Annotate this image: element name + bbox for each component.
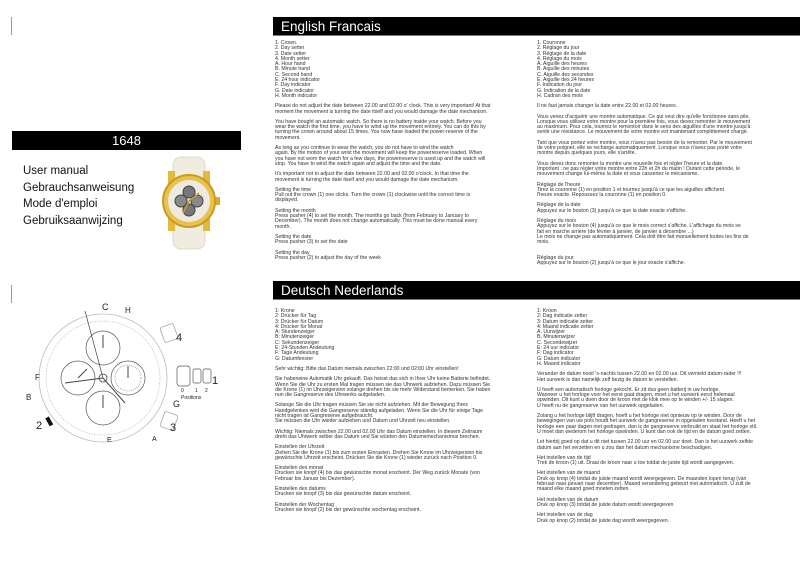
text-line: 1: Krone <box>275 308 295 314</box>
text-line: de votre poignet, elle se recharge automatiquement. Lorsque vous n'avez pas porté votre <box>537 145 742 152</box>
label-g: G <box>173 399 181 409</box>
margin-mark <box>11 17 12 35</box>
paragraph <box>537 219 799 251</box>
paragraph <box>275 172 537 183</box>
text-line: F: Tage Andeutung <box>275 350 319 357</box>
text-line: stop. You have to wind the watch again and adjust the time and the date. <box>275 160 442 167</box>
parts-list <box>275 309 537 362</box>
text-line: Le mois ne change pas automatiquement. Cela doit être fait manuellement toutes les fins de <box>537 233 749 240</box>
text-line: A. Hour hand <box>275 61 306 68</box>
text-line: Important : ne pas régler votre montre entre 22h et 2h du matin ! Durant cette période, le <box>537 165 741 172</box>
text-line: Einstellen der Wochentag <box>275 501 335 508</box>
text-line: nicht tragen ist Gangreserve aufgebraucht. <box>275 413 374 420</box>
text-line: Zolang u het horloge blijft dragen, hoeft u het horloge niet opnieuw op te winden. Door de <box>537 413 742 420</box>
parts-list <box>537 309 799 367</box>
text-line: 4. Month setter <box>275 55 310 62</box>
text-line: 2. Day setter <box>275 45 305 52</box>
paragraph <box>537 183 799 199</box>
text-line: Press pusher (3) to set the date <box>275 239 348 246</box>
text-line: Setting the date <box>275 233 312 240</box>
text-line: Druk op knop (2) totdat de juiste dag wordt weergegeven. <box>537 517 670 524</box>
label-1: 1 <box>212 375 219 387</box>
text-line: Wenn Sie die Uhr zu ersten Mal tragen müssen sie das Uhrwerk aufziehen. Dazu müssen Sie <box>275 381 490 388</box>
parts-list <box>537 41 799 99</box>
text-line: l'heure exacte. Repoussez la couronne (1) en position 0. <box>537 192 667 199</box>
text-line: gewünschte Uhrzeit erscheint. Drücken Sie die Krone (1) wieder zurück nach Position 0. <box>275 454 478 461</box>
english-instructions <box>275 41 537 266</box>
paragraph <box>275 466 537 482</box>
text-line: Druk op knop (3) totdat de juiste datum wordt weergegeven <box>537 501 674 508</box>
text-line: Setting the time <box>275 186 312 193</box>
text-line: Druk op knop (4) totdat de juiste maand wordt weergegeven. De maanden lopen terug (van <box>537 475 747 482</box>
text-line: E: 24-Stunden Andeutung <box>275 345 335 352</box>
text-line: Einstellen des datums <box>275 486 326 493</box>
language-title-french: Mode d'emploi <box>23 198 98 210</box>
paragraph <box>275 146 537 167</box>
paragraph <box>275 445 537 461</box>
text-line: 4. Réglage du mois <box>537 55 582 62</box>
paragraph <box>275 503 537 514</box>
text-line: fait en marche arrière (de février à janvier, de janvier à décembre ...) <box>537 228 694 235</box>
text-line: opwinden. Dit kunt u doen door de kroon met de klok mee op te winden +/- 15 slagen. <box>537 397 734 404</box>
dutch-instructions <box>537 309 799 529</box>
text-line: Setting the day <box>275 249 310 256</box>
text-line: U heeft nu de gangreserve van het uurwerk opgeladen. <box>537 402 664 409</box>
text-line: februari naar januari naar december). Maand verandering gebeurt niet automatisch. U zult de <box>537 481 751 488</box>
paragraph <box>537 162 799 178</box>
text-line: Il ne faut jamais changer la date entre 22.00 et 02.00 heures. <box>537 103 678 110</box>
text-line: December). The month does not change automatically. This must be done manual every <box>275 218 478 225</box>
paragraph <box>537 256 799 267</box>
text-line: Wichtig: Niemals zwischen 22.00 und 02.00 Uhr das Datum einstellen. In diesem Zeitraum <box>275 428 483 435</box>
text-line: B. Minute hand <box>275 66 310 73</box>
text-line: F: Dag indicator <box>537 350 574 357</box>
text-line: month. <box>275 223 291 230</box>
text-line: C. Second hand <box>275 71 313 78</box>
text-line: Handgelenkes wird die Gangreserve ständig aufgeladen. Wenn Sie die Uhr für einige Tage <box>275 407 484 414</box>
text-line: Tirez la couronne (1) en position 1 et tournez jusqu'à ce que les aiguilles affichent <box>537 186 724 193</box>
paragraph <box>537 456 799 467</box>
text-line: A: Stundenzeiger <box>275 329 315 336</box>
text-line: G: Datum indicator <box>537 355 581 362</box>
text-line: Het uurwerk is dan namelijk zelf bezig de datum te verstellen. <box>537 376 678 383</box>
text-line: Ziehen Sie die Krone (1) bis zum ersten Einrasten. Drehen Sie Krone im Uhrzeigersinn bis <box>275 449 483 456</box>
text-line: Solange Sie die Uhr tragen müssen Sie sie nicht aufziehen. Mit der Bewegung Ihres <box>275 402 468 409</box>
text-line: Verander de datum nooit 's-nachts tussen 22.00 en 02.00 uur. Dit vernield datum-rader !!! <box>537 371 742 378</box>
text-line: Press pusher (2) to adjust the day of the week <box>275 254 381 261</box>
text-line: Pull out the crown (1) one clicks. Turn the crown (1) clockwise until the correct time is <box>275 192 471 199</box>
paragraph <box>537 388 799 409</box>
text-line: Einstellen des monat <box>275 465 324 472</box>
text-line: Réglage du mois <box>537 218 576 225</box>
text-line: maand elke maand goed moeten zetten. <box>537 486 630 493</box>
paragraph <box>537 203 799 214</box>
text-line: E. Aiguille des 24 heures <box>537 77 595 84</box>
paragraph <box>537 115 799 136</box>
text-line: Réglage du jour <box>537 254 574 261</box>
text-line: displayed. <box>275 197 299 204</box>
text-line: Sie müssen die Uhr wieder aufziehen und Datum und Uhrzeit neu einstellen. <box>275 418 451 425</box>
label-4: 4 <box>176 332 183 344</box>
text-line: 2: Drücker für Tag <box>275 313 317 320</box>
manual-languages <box>23 163 134 229</box>
text-line: H. Maand indicator <box>537 360 581 367</box>
text-line: Please do not adjust the date between 22.00 and 02.00 o' clock. This is very important! At that <box>275 103 491 110</box>
text-line: moment the movement is turning the date itself and you would damage the date mechanism. <box>275 108 488 115</box>
text-line: die Krone (1) im Uhrzeigersinn solange drehen bis sie mehr Widerstand bemerken. Sie haben <box>275 386 491 393</box>
text-line: U moet dan wederom het horloge opwinden. U kunt dan ook de tijd en de datum goed zetten. <box>537 428 751 435</box>
position-2: 2 <box>205 388 208 394</box>
text-line: wear the watch the first time, you have to wind up the movement entirely. You can do this by <box>275 124 486 131</box>
watch-photo <box>155 155 235 251</box>
paragraph <box>275 188 537 204</box>
text-line: A. Aiguille des heures <box>537 61 587 68</box>
paragraph <box>275 251 537 262</box>
text-line: Het instellen van de dag <box>537 512 593 519</box>
text-line: You have bought an automatic watch. So there is no battery inside your watch. Before you <box>275 118 482 125</box>
label-b: B <box>26 393 32 402</box>
text-line: sentir une résistance. Le mouvement de votre montre est maintenant complètement chargé. <box>537 129 749 136</box>
text-line: Trek de kroon (1) uit. Draai de kroon naar u toe totdat de juiste tijd wordt aangegeven. <box>537 460 735 467</box>
text-line: Appuyez sur le bouton (4) jusqu'à ce que le mois correct s'affiche. L'affichage du mois se <box>537 223 741 230</box>
section-header-german-dutch: Deutsch Nederlands <box>273 281 800 300</box>
text-line: mois. <box>537 239 550 246</box>
text-line: Appuyez sur le bouton (2) jusqu'à ce que le jour exacte s'affiche. <box>537 260 686 267</box>
text-line: Wanneer u het horloge voor het eerst gaat dragen, moet u het uurwerk eerst helemaal <box>537 392 735 399</box>
paragraph <box>537 513 799 524</box>
text-line: Let hierbij goed op dat u dit niet tussen 22.00 uur en 02.00 uur doet. Dan is het uurwerk zelfde <box>537 439 754 446</box>
text-line: movement. <box>275 134 301 141</box>
text-line: Drucken sie knopf (2) bis der gewünschte wochentag erscheint. <box>275 506 421 513</box>
text-line: horloge een paar dagen niet gedragen, dan is de gangreserve verbruikt en staat het horloge stil. <box>537 423 758 430</box>
text-line: 3. Réglage de la date <box>537 50 587 57</box>
parts-list <box>275 41 537 99</box>
text-line: C. Secondewijzer <box>537 339 578 346</box>
text-line: datum aan het verzetten en u zou dan het datum mechanisme beschadigen. <box>537 444 713 451</box>
text-line: Setting the month <box>275 207 316 214</box>
text-line: Lorsque vous utilisez votre montre pour la première fois, vous devez remonter le mouvement <box>537 118 751 125</box>
paragraph <box>537 104 799 109</box>
text-line: F. Day indicator <box>275 82 311 89</box>
paragraph <box>275 367 537 372</box>
text-line: movement is turning the date itself and you would damage the date mechanism. <box>275 176 459 183</box>
text-line: As long as you continue to wear the watch, you do not have to wind the watch <box>275 145 454 152</box>
text-line: U heeft een automatisch horloge gekocht. Er zit dus geen batterij in uw horloge. <box>537 386 720 393</box>
paragraph <box>537 141 799 157</box>
text-line: Drucken sie knopf (4) bis das gewünschte monat erscheint. Der Weg zurück Monate (von <box>275 470 480 477</box>
paragraph <box>537 471 799 492</box>
text-line <box>537 246 799 251</box>
paragraph <box>537 440 799 451</box>
positions-label: Positions <box>181 395 202 401</box>
text-line: H. Month indicator <box>275 92 318 99</box>
text-line: dreht das Uhrwerk selber das Datum und Sie würden den Datumsmechanismus brechen. <box>275 433 481 440</box>
watch-diagram <box>25 283 235 443</box>
margin-mark <box>11 285 12 303</box>
paragraph <box>275 209 537 230</box>
language-title-dutch: Gebruiksaanwijzing <box>23 214 123 227</box>
text-line: you have not worn the watch for a few days, the powerreserve is used up and the watch will <box>275 155 486 162</box>
label-c: C <box>102 302 109 312</box>
french-instructions <box>537 41 799 271</box>
text-line: au maximum. Pour cela, tournez le remontoir dans le sens des aiguilles d'une montre jusqu'à <box>537 124 751 131</box>
text-line: C: Sekundenzeiger <box>275 339 320 346</box>
text-line: 2. Réglage du jour <box>537 45 580 52</box>
text-line: Réglage de l'heure <box>537 181 581 188</box>
text-line: G. Indication de la date <box>537 87 591 94</box>
text-line: B. Minutenwijzer <box>537 334 576 341</box>
position-1: 1 <box>195 388 198 394</box>
paragraph <box>275 487 537 498</box>
text-line: 4: Maand indicatie zetter <box>537 323 594 330</box>
paragraph <box>537 414 799 435</box>
label-h: H <box>125 306 131 315</box>
text-line: E: 24 uur indicator <box>537 345 580 352</box>
language-title-english: User manual <box>23 165 89 177</box>
section-header-english-french: English Francais <box>273 17 800 36</box>
text-line: 3. Date setter <box>275 50 307 57</box>
text-line: A. Uurwijzer <box>537 329 565 336</box>
text-line: Vous venez d'acquérir une montre automatique. Ce qui veut dire qu'elle fonctionne sans pile. <box>537 113 750 120</box>
text-line: Appuyez sur le bouton (3) jusqu'à ce que la date exacte s'affiche. <box>537 207 687 214</box>
text-line: Réglage de la date <box>537 202 581 209</box>
text-line: 2: Dag indicatie zetter <box>537 313 588 320</box>
text-line: Press pusher (4) to set the month. The months go back (from February to January to <box>275 213 469 220</box>
text-line: Sehr wichtig: Bitte das Datum niemals zwischen 22:00 und 02:00 Uhr einstellen! <box>275 365 459 372</box>
text-line: 4: Drücker für Monat <box>275 323 323 330</box>
position-0: 0 <box>181 388 184 394</box>
paragraph <box>537 372 799 383</box>
text-line: 3: Datum indicatie zetter <box>537 318 593 325</box>
text-line: Het instellen van de tijd <box>537 454 591 461</box>
german-instructions <box>275 309 537 518</box>
text-line: 1. Crown. <box>275 40 298 46</box>
text-line: C. Aiguille des secondes <box>537 71 594 78</box>
text-line: Sie habeneine Automatik Uhr gekauft. Das heisst das sich in Ihrer Uhr keine Batterie befindet. <box>275 376 491 383</box>
paragraph <box>275 235 537 246</box>
paragraph <box>275 430 537 441</box>
text-line: H. Cadran des mois <box>537 92 583 99</box>
text-line: Tant que vous portez votre montre, vous n'avez pas besoin de la remonter. Par le mouvement <box>537 139 752 146</box>
text-line: E. 24 hour indicator <box>275 77 320 84</box>
label-e: E <box>107 437 112 444</box>
label-2: 2 <box>36 420 43 432</box>
text-line: B: Minutenzeiger <box>275 334 314 341</box>
text-line: montre depuis quelques jours, elle s'arrête. <box>537 150 637 157</box>
paragraph <box>275 120 537 141</box>
text-line: Einstellen der Uhrzeit <box>275 444 325 451</box>
language-title-german: Gebrauchsanweisung <box>23 181 135 194</box>
text-line: nun die Gangreserve des Uhrwerks aufgeladen. <box>275 392 386 399</box>
model-number-banner: 1648 <box>12 131 241 150</box>
paragraph <box>275 104 537 115</box>
text-line: G. Date indicator <box>275 87 314 94</box>
text-line: Het instellen van de maand <box>537 470 600 477</box>
label-a: A <box>152 436 157 443</box>
text-line: bewegingen van uw pols houdt het uurwerk de gangreserve in opgeladen toestand. Heeft u het <box>537 418 756 425</box>
text-line: Februar bis Januar bis Dezember). <box>275 475 356 482</box>
text-line: 3: Drücker für Datum <box>275 318 324 325</box>
paragraph <box>537 498 799 509</box>
text-line: 1: Kroon <box>537 308 557 314</box>
text-line: B. Aiguille des minutes <box>537 66 590 73</box>
text-line: Drucken sie knopf (3) bis das gewünschte datum erscheint. <box>275 491 412 498</box>
paragraph <box>275 403 537 424</box>
label-f: F <box>35 373 40 382</box>
text-line: It's important not to adjust the date between 22.00 and 02.00 o'clock. In that time the <box>275 171 469 178</box>
label-3: 3 <box>170 422 177 434</box>
text-line: again. By the motion of your wrist the movement will keep the powerreserve loaded. When <box>275 150 483 157</box>
text-line: F. Indication du jour <box>537 82 582 89</box>
text-line: G: Datumfenster <box>275 355 314 362</box>
text-line: Vous devez donc remonter la montre une nouvelle fois et régler l'heure et la date. <box>537 160 724 167</box>
text-line: 1. Couronne <box>537 40 566 46</box>
text-line: Het instellen van de datum <box>537 496 599 503</box>
text-line: mouvement change lui-même la date et vous casseriez le mécanisme. <box>537 171 699 178</box>
text-line: turning the crown around about 15 times. You now have loaded the power-reserve of the <box>275 129 478 136</box>
paragraph <box>275 377 537 398</box>
